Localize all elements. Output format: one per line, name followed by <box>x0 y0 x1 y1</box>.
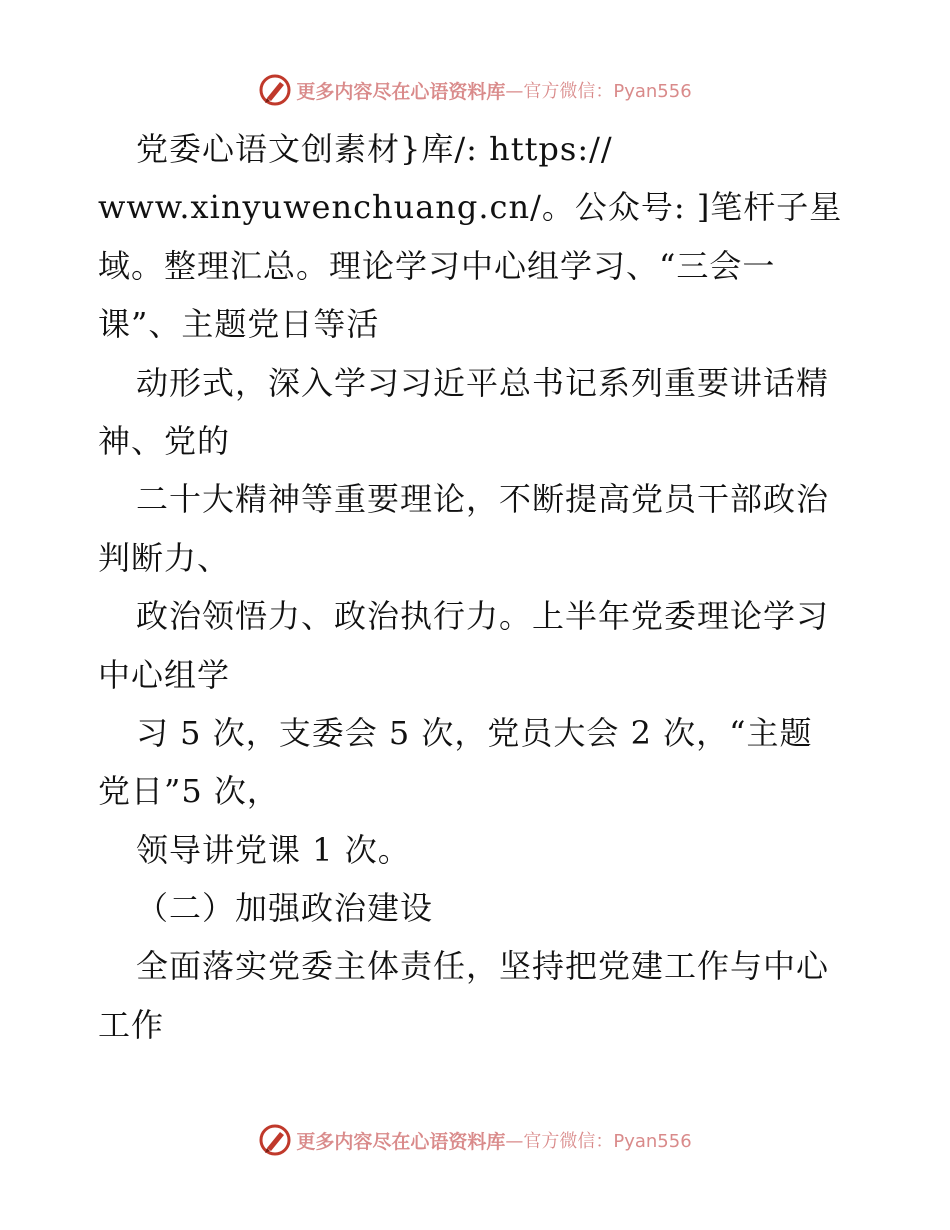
document-body <box>98 120 858 1054</box>
text-line: 领导讲党课 1 次。 <box>136 830 411 869</box>
text-line: 党委心语文创素材}库/: https:// <box>136 130 613 168</box>
text-line: 政治领悟力、政治执行力。上半年党委理论学习 <box>136 597 830 636</box>
pen-logo-icon <box>258 73 292 107</box>
text-line: www.xinyuwenchuang.cn/。公众号: ]笔杆子星 <box>98 188 843 227</box>
header-banner <box>0 70 950 110</box>
text-line: 动形式，深入学习习近平总书记系列重要讲话精 <box>136 363 830 402</box>
text-line: 中心组学 <box>98 655 231 694</box>
footer-banner <box>0 1120 950 1160</box>
banner-title: 更多内容尽在心语资料库 <box>296 1130 506 1153</box>
banner-wechat: —官方微信：Pyan556 <box>505 81 692 102</box>
text-line: 二十大精神等重要理论，不断提高党员干部政治 <box>136 480 830 519</box>
text-line: 工作 <box>98 1005 165 1044</box>
pen-logo-icon <box>258 1123 292 1157</box>
section-heading: （二）加强政治建设 <box>136 889 434 928</box>
text-line: 习 5 次，支委会 5 次，党员大会 2 次，“主题 <box>136 713 813 752</box>
text-line: 党日”5 次， <box>98 772 280 811</box>
banner-title: 更多内容尽在心语资料库 <box>296 80 506 103</box>
text-line: 域。整理汇总。理论学习中心组学习、“三会一 <box>98 246 776 285</box>
text-line: 全面落实党委主体责任，坚持把党建工作与中心 <box>136 947 830 986</box>
text-line: 神、党的 <box>98 421 231 460</box>
banner-wechat: —官方微信：Pyan556 <box>505 1131 692 1152</box>
text-line: 判断力、 <box>98 538 231 577</box>
text-line: 课”、主题党日等活 <box>98 305 380 344</box>
